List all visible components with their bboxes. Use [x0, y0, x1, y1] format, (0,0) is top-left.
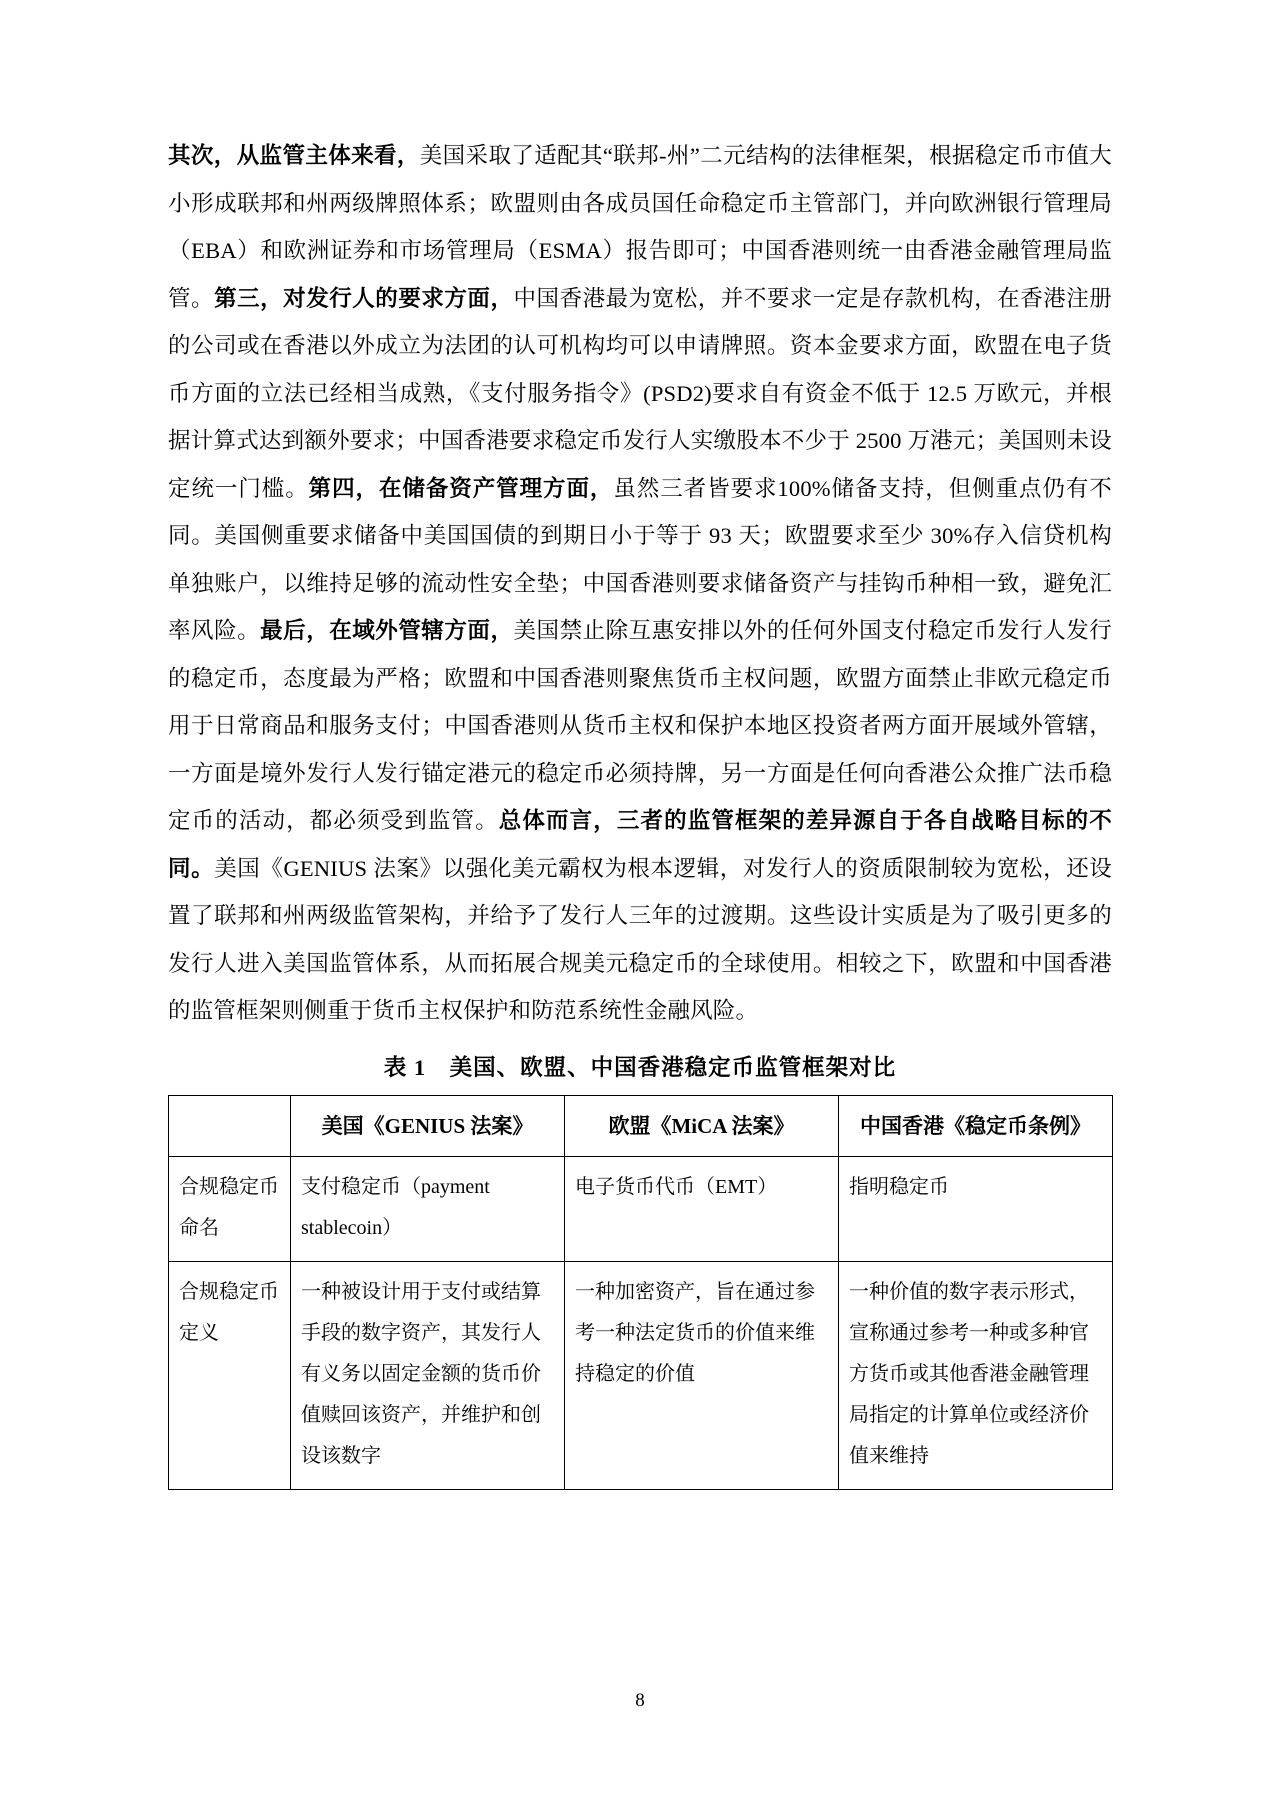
para-segment-5: 虽然三者皆要求100%储备支持，但侧重点仍有不同。美国侧重要求储备中美国国债的到期日小于等于 93 天；欧盟要求至少 30%存入信贷机构单独账户，以维持足够的流动性安全垫；中国香港则要求储备资产与挂钩币种相一致，避免汇率风险。: [168, 475, 1112, 643]
para-segment-0: 其次，从监管主体来看，: [168, 143, 420, 168]
para-segment-7: 美国禁止除互惠安排以外的任何外国支付稳定币发行人发行的稳定币，态度最为严格；欧盟和中国香港则聚焦货币主权问题，欧盟方面禁止非欧元稳定币用于日常商品和服务支付；中国香港则从货币主权和保护本地区投资者两方面开展域外管辖，一方面是境外发行人发行锚定港元的稳定币必须持牌，另一方面是任何向香港公众推广法币稳定币的活动，都必须受到监管。: [168, 618, 1113, 833]
table-header-cell-1: 美国《GENIUS 法案》: [291, 1095, 565, 1156]
table-cell-1-1: 一种加密资产，旨在通过参考一种法定货币的价值来维持稳定的价值: [565, 1261, 839, 1489]
table-cell-0-1: 电子货币代币（EMT）: [565, 1156, 839, 1261]
table-cell-0-0: 支付稳定币（payment stablecoin）: [291, 1156, 565, 1261]
table-header-row: [169, 1095, 1113, 1156]
table-cell-1-0: 一种被设计用于支付或结算手段的数字资产，其发行人有义务以固定金额的货币价值赎回该资产，并维护和创设该数字: [291, 1261, 565, 1489]
para-segment-8: 总体而言，三者的监管框架的差异源自于各自战略目标的不同。: [168, 808, 1112, 881]
para-segment-2: 第三，对发行人的要求方面，: [214, 285, 514, 311]
table-row-label-1: 合规稳定币定义: [169, 1261, 291, 1489]
page-content: [168, 132, 1112, 1490]
para-segment-4: 第四，在储备资产管理方面，: [308, 475, 614, 501]
table-cell-0-2: 指明稳定币: [839, 1156, 1113, 1261]
table-header-cell-2: 欧盟《MiCA 法案》: [565, 1095, 839, 1156]
table-row-label-0: 合规稳定币命名: [169, 1156, 291, 1261]
table-row: [169, 1156, 1113, 1261]
table-header-cell-3: 中国香港《稳定币条例》: [839, 1095, 1113, 1156]
comparison-table: [168, 1095, 1113, 1490]
table-header-cell-0: [169, 1095, 291, 1156]
para-segment-9: 美国《GENIUS 法案》以强化美元霸权为根本逻辑，对发行人的资质限制较为宽松，还设置了联邦和州两级监管架构，并给予了发行人三年的过渡期。这些设计实质是为了吸引更多的发行人进入美国监管体系，从而拓展合规美元稳定币的全球使用。相较之下，欧盟和中国香港的监管框架则侧重于货币主权保护和防范系统性金融风险。: [168, 855, 1112, 1023]
para-segment-3: 中国香港最为宽松，并不要求一定是存款机构，在香港注册的公司或在香港以外成立为法团的认可机构均可以申请牌照。资本金要求方面，欧盟在电子货币方面的立法已经相当成熟，《支付服务指令》(PSD2)要求自有资金不低于 12.5 万欧元，并根据计算式达到额外要求；中国香港要求稳定币发行人实缴股本不少于 2500 万港元；美国则未设定统一门槛。: [168, 285, 1113, 501]
table-cell-1-2: 一种价值的数字表示形式，宣称通过参考一种或多种官方货币或其他香港金融管理局指定的计算单位或经济价值来维持: [839, 1261, 1113, 1489]
page-number: 8: [635, 1690, 645, 1711]
table-row: [169, 1261, 1113, 1489]
para-segment-6: 最后，在域外管辖方面，: [260, 618, 514, 643]
para-segment-1: 美国采取了适配其“联邦-州”二元结构的法律框架，根据稳定币市值大小形成联邦和州两级牌照体系；欧盟则由各成员国任命稳定币主管部门，并向欧洲银行管理局（EBA）和欧洲证券和市场管理局（ESMA）报告即可；中国香港则统一由香港金融管理局监管。: [168, 143, 1112, 311]
table-caption: 表 1 美国、欧盟、中国香港稳定币监管框架对比: [383, 1054, 897, 1080]
body-paragraph: [168, 132, 1112, 1035]
